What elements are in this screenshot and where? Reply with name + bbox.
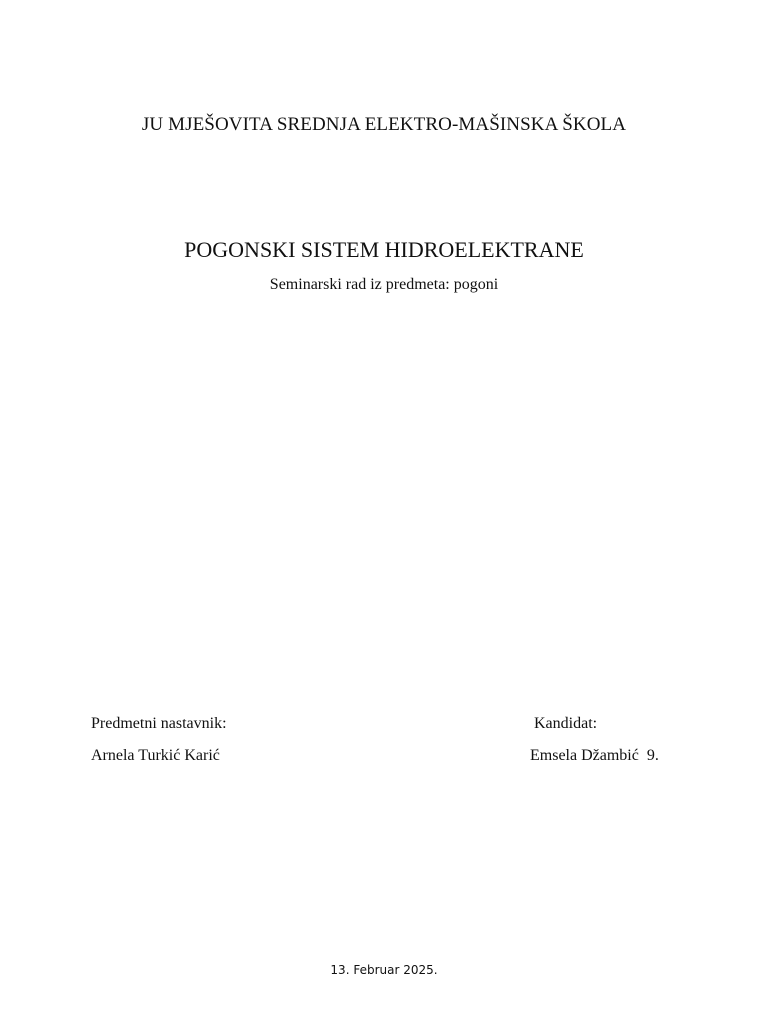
school-name: JU MJEŠOVITA SREDNJA ELEKTRO-MAŠINSKA ŠKOLA — [141, 114, 627, 135]
candidate-name: Emsela Džambić 9. — [530, 747, 659, 764]
document-subtitle: Seminarski rad iz predmeta: pogoni — [269, 276, 499, 293]
candidate-label: Kandidat: — [534, 715, 598, 732]
teacher-name: Arnela Turkić Karić — [91, 747, 220, 764]
document-date: 13. Februar 2025. — [330, 963, 438, 977]
teacher-label: Predmetni nastavnik: — [91, 715, 227, 732]
document-title: POGONSKI SISTEM HIDROELEKTRANE — [184, 237, 584, 262]
